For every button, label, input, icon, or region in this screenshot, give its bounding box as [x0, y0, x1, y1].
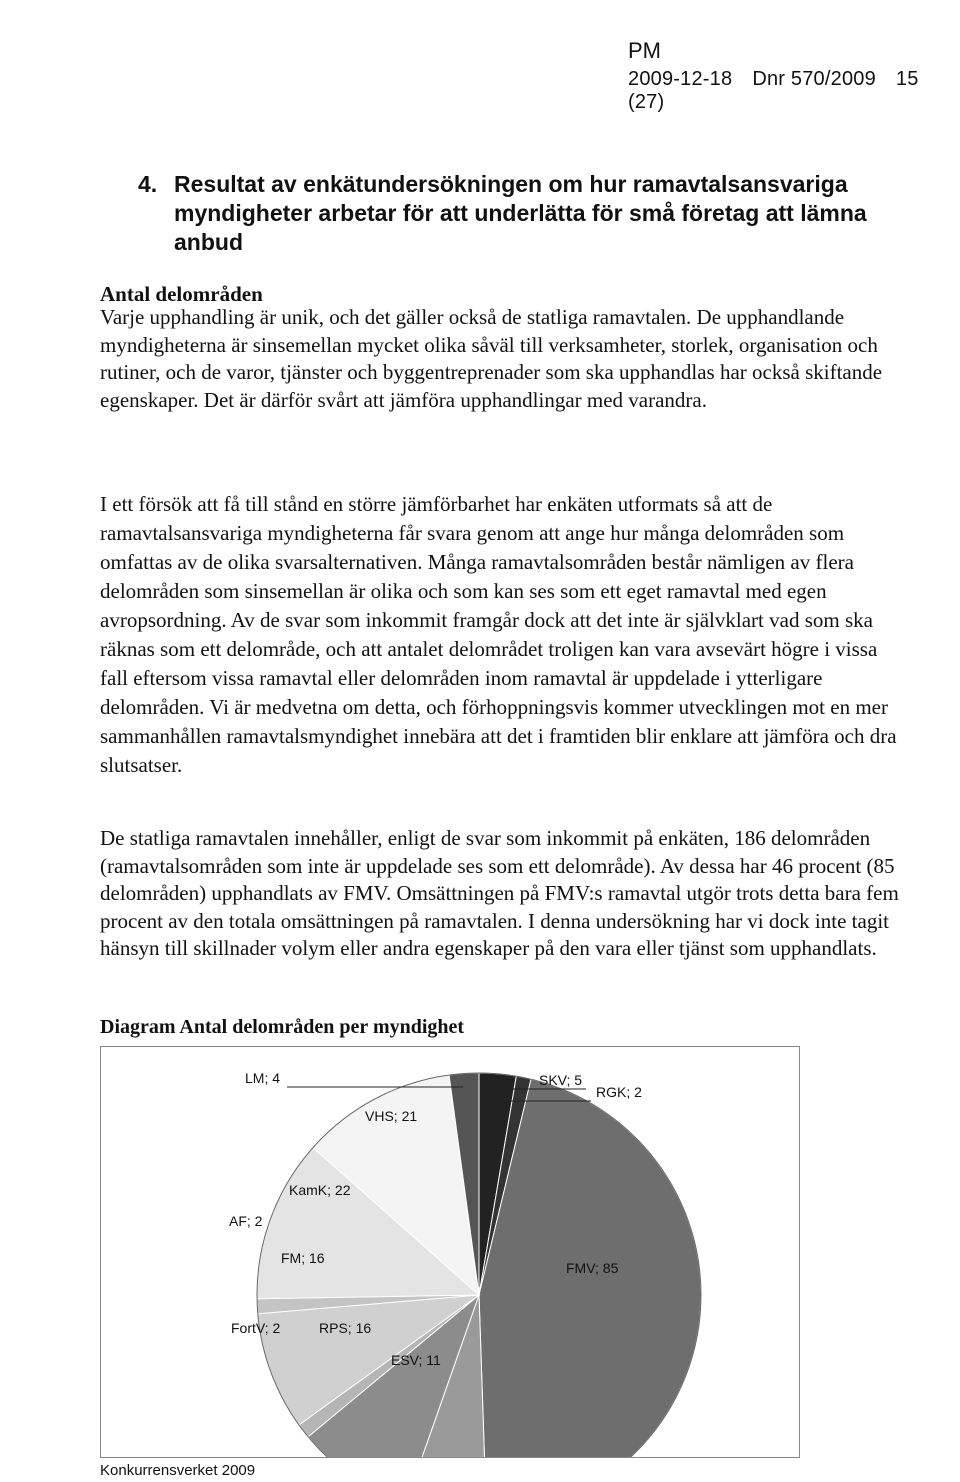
pie-label-rgk: RGK; 2	[596, 1084, 642, 1100]
paragraph-2: I ett försök att få till stånd en större jämförbarhet har enkäten utformats så att de ramavtalsansvariga myndigheterna får svara genom att ange hur många delområden som omfattas av de olika svarsalternativen. Många ramavtalsområden består nämligen av flera delområden som sinsemellan är olika och som kan ses som ett eget ramavtal med egen avropsordning. Av de svar som inkommit framgår dock att det inte är självklart vad som ska räknas som ett delområde, och att antalet delområdet troligen kan vara avsevärt högre i vissa fall eftersom vissa ramavtal eller delområden inom ramavtal är uppdelade i ytterligare delområden. Vi är medvetna om detta, och förhoppningsvis kommer utvecklingen mot en mer sammanhållen ramavtalsmyndighet innebära att det i framtiden blir enklare att jämföra och dra slutsatser.	[100, 492, 897, 777]
header-date: 2009-12-18	[628, 68, 733, 90]
pie-label-fmv: FMV; 85	[566, 1260, 619, 1276]
pie-label-kamk: KamK; 22	[289, 1182, 351, 1198]
pie-label-af: AF; 2	[229, 1213, 263, 1229]
pie-label-vhs: VHS; 21	[365, 1108, 418, 1124]
section-number: 4.	[138, 171, 158, 197]
pie-label-esv: ESV; 11	[391, 1352, 441, 1368]
paragraph-1: Varje upphandling är unik, och det gäller också de statliga ramavtalen. De upphandlande myndigheterna är sinsemellan mycket olika såväl till verksamheter, storlek, organisation och rutiner, och de varor, tjänster och byggentreprenader som ska upphandlas har också skiftande egenskaper. Det är därför svårt att jämföra upphandlingar med varandra.	[100, 305, 883, 412]
pie-label-skv: SKV; 5	[539, 1072, 583, 1088]
header-meta	[628, 68, 960, 114]
pie-label-rps: RPS; 16	[319, 1320, 372, 1336]
pie-label-fm: FM; 16	[281, 1250, 325, 1266]
subheading: Antal delområden	[100, 282, 263, 306]
pie-chart-frame	[100, 1046, 800, 1458]
diagram-title: Diagram Antal delområden per myndighet	[100, 1016, 465, 1038]
pie-label-lm: LM; 4	[245, 1070, 281, 1086]
paragraph-3: De statliga ramavtalen innehåller, enligt de svar som inkommit på enkäten, 186 delområden (ramavtalsområden som inte är uppdelade ses som ett delområde). Av dessa har 46 procent (85 delområden) upphandlats av FMV. Omsättningen på FMV:s ramavtal utgör trots detta bara fem procent av den totala omsättningen på ramavtalen. I denna undersökning har vi dock inte tagit hänsyn till skillnader volym eller andra egenskaper på den vara eller tjänst som upphandlats.	[100, 826, 899, 960]
section-title: Resultat av enkätundersökningen om hur ramavtalsansvariga myndigheter arbetar för att underlätta för små företag att lämna anbud	[174, 171, 867, 255]
pie-label-fortv: FortV; 2	[231, 1320, 281, 1336]
pie-chart	[101, 1047, 799, 1457]
section-heading	[100, 170, 920, 257]
header-dnr: Dnr 570/2009	[752, 68, 876, 90]
header-page: 15 (27)	[628, 68, 919, 113]
footer: Konkurrensverket 2009	[100, 1462, 256, 1479]
memo-type: PM	[628, 38, 661, 63]
